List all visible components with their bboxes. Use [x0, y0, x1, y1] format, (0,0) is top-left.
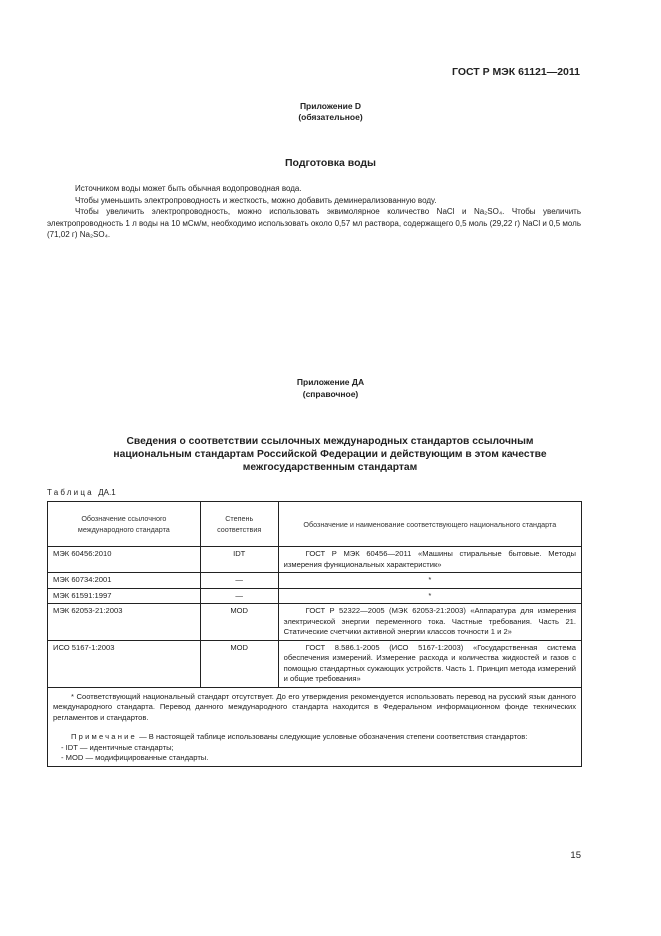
note-list-item: - IDT — идентичные стандарты;: [61, 742, 174, 752]
standards-table: [47, 501, 582, 767]
table-row: [48, 604, 582, 641]
table-row: [48, 640, 582, 687]
cell-national: [278, 604, 581, 641]
national-text: ГОСТ Р 52322—2005 (МЭК 62053-21:2003) «Аппаратура для измерения электрической энергии переменного тока. Частные требования. Часть 21. Статические счетчики активной энергии классов точности 1 и 2»: [283, 606, 576, 636]
cell-degree: —: [200, 588, 278, 604]
header-degree: Степень соответствия: [200, 502, 278, 547]
cell-reference: МЭК 62053-21:2003: [48, 604, 201, 641]
table-row: [48, 547, 582, 573]
annex-da-title: Приложение ДА: [296, 377, 365, 387]
national-text: ГОСТ 8.586.1-2005 (ИСО 5167-1:2003) «Государственная система обеспечения измерений. Измерение расхода и количества жидкостей и газов с помощью стандартных сужающих устройств. Часть 1. Принцип метода измерений и общие требования»: [283, 642, 576, 683]
table-footnote: * Соответствующий национальный стандарт отсутствует. До его утверждения рекомендуется использовать перевод на русский язык данного международного стандарта. Перевод данного международного стандарта находится в Федеральном информационном фонде технических регламентов и стандартов.: [53, 691, 576, 722]
cell-national: *: [278, 588, 581, 604]
table-notes-row: [48, 687, 582, 766]
annex-da-kind: (справочное): [302, 389, 359, 399]
cell-national: [278, 640, 581, 687]
table-row: [48, 588, 582, 604]
cell-national: [278, 547, 581, 573]
table-label: [47, 488, 116, 497]
annex-d-body: [47, 183, 581, 241]
header-national-standard: Обозначение и наименование соответствующего национального стандарта: [278, 502, 581, 547]
table-row: [48, 573, 582, 589]
cell-reference: МЭК 60734:2001: [48, 573, 201, 589]
annex-d-kind: (обязательное): [298, 112, 363, 122]
table-note: [53, 732, 576, 743]
annex-d-title: Приложение D: [299, 101, 362, 111]
cell-degree: MOD: [200, 640, 278, 687]
cell-reference: МЭК 61591:1997: [48, 588, 201, 604]
heading-line: Сведения о соответствии ссылочных международных стандартов ссылочным: [126, 436, 534, 447]
paragraph: Источником воды может быть обычная водопроводная вода.: [75, 184, 302, 193]
cell-reference: ИСО 5167-1:2003: [48, 640, 201, 687]
cell-degree: MOD: [200, 604, 278, 641]
note-label: Примечание: [71, 732, 137, 741]
header-reference-standard: Обозначение ссылочного международного стандарта: [48, 502, 201, 547]
table-header-row: [48, 502, 582, 547]
annex-da-heading: [70, 435, 590, 474]
table-notes: [48, 687, 582, 766]
document-code: ГОСТ Р МЭК 61121—2011: [452, 66, 580, 78]
heading-line: межгосударственным стандартам: [242, 462, 418, 473]
annex-d-heading: Подготовка воды: [285, 157, 376, 169]
paragraph: Чтобы увеличить электропроводность, можно использовать эквимолярное количество NaCl и Na₂SO₄. Чтобы увеличить электропроводность 1 л воды на 10 мСм/м, необходимо использовать около 0,57 мл раствора, содержащего 0,5 моль (29,22 г) NaCl и 0,5 моль (71,02 г) Na₂SO₄.: [47, 207, 581, 239]
cell-reference: МЭК 60456:2010: [48, 547, 201, 573]
table-label-prefix: Таблица: [47, 488, 94, 497]
national-text: ГОСТ Р МЭК 60456—2011 «Машины стиральные бытовые. Методы измерения функциональных характеристик»: [283, 549, 576, 569]
heading-line: национальным стандартам Российской Федерации и действующим в этом качестве: [113, 449, 547, 460]
cell-national: *: [278, 573, 581, 589]
note-list-item: - MOD — модифицированные стандарты.: [61, 753, 209, 762]
table-label-number: ДА.1: [98, 488, 116, 497]
paragraph: Чтобы уменьшить электропроводность и жесткость, можно добавить деминерализованную воду.: [75, 195, 437, 205]
cell-degree: —: [200, 573, 278, 589]
page-number: 15: [570, 850, 581, 861]
cell-degree: IDT: [200, 547, 278, 573]
note-text: — В настоящей таблице использованы следующие условные обозначения степени соответствия стандартов:: [139, 732, 528, 741]
